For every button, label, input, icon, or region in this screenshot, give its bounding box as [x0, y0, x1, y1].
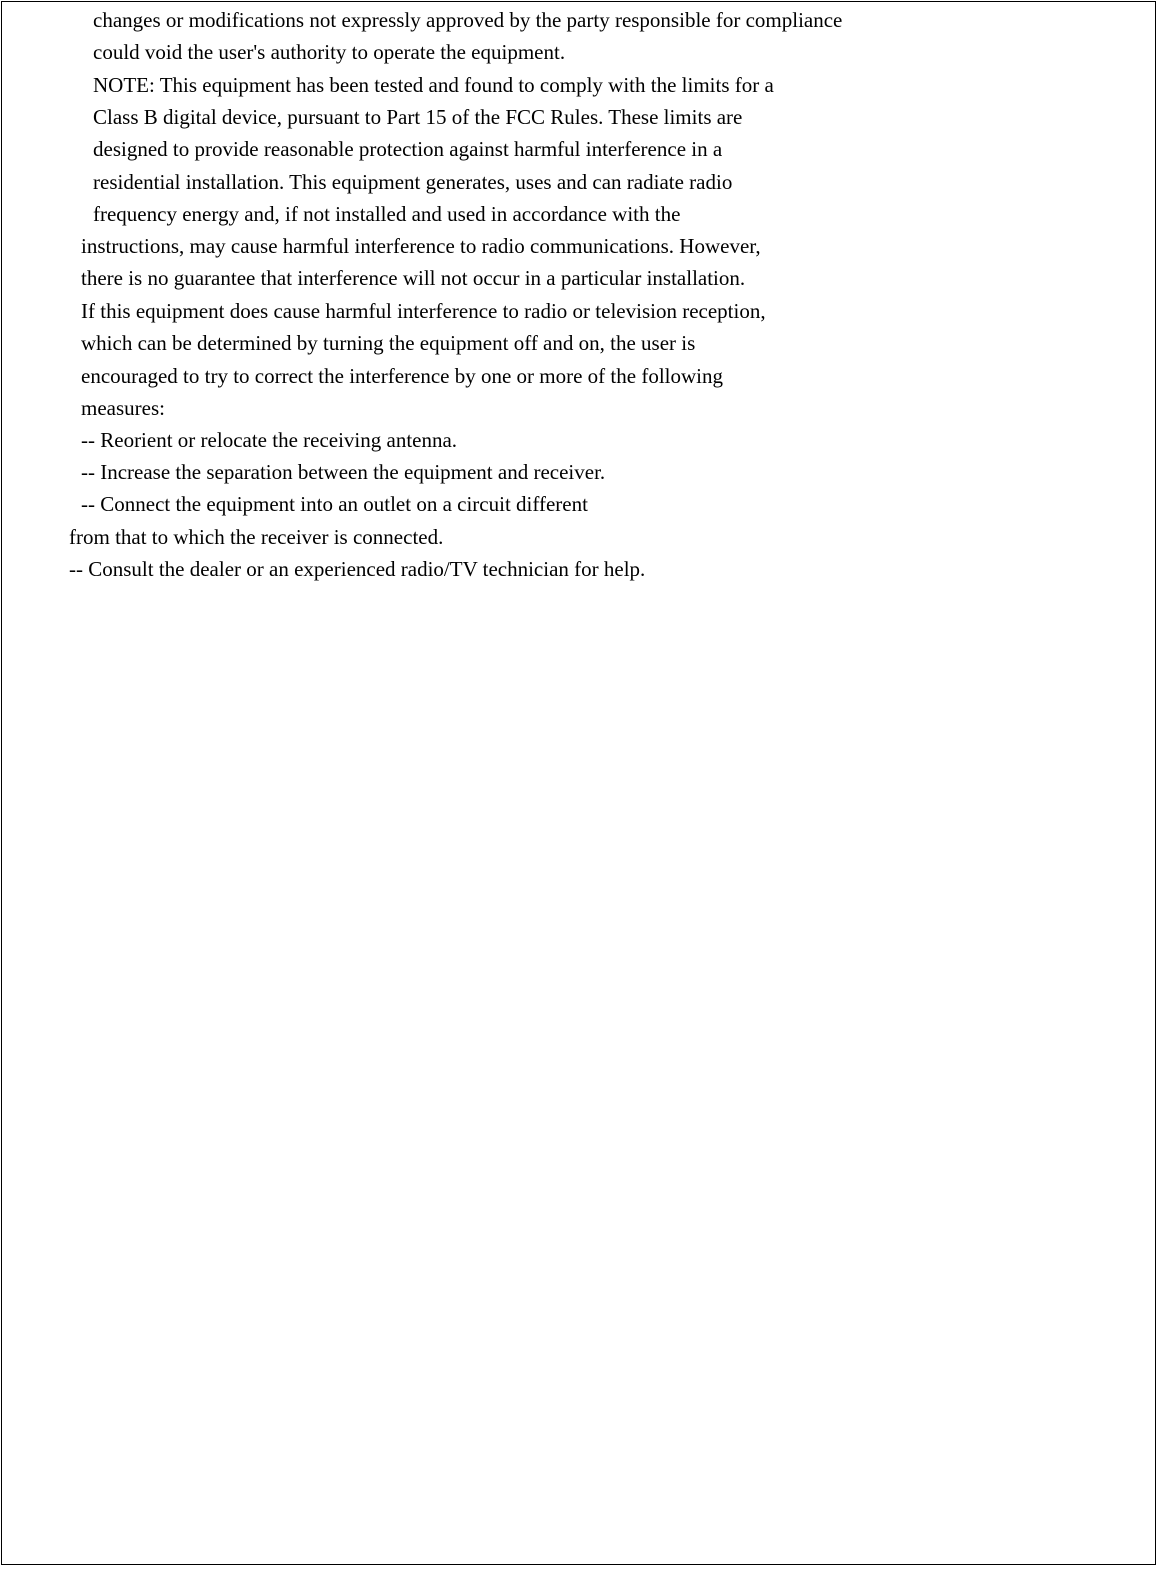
- list-item: -- Consult the dealer or an experienced radio/TV technician for help.: [69, 557, 646, 581]
- list-item: -- Connect the equipment into an outlet on a circuit different: [81, 492, 588, 516]
- text-line: Class B digital device, pursuant to Part 15 of the FCC Rules. These limits are: [93, 105, 743, 129]
- list-item: -- Increase the separation between the equipment and receiver.: [81, 460, 606, 484]
- text-line: encouraged to try to correct the interference by one or more of the following: [81, 364, 723, 388]
- text-line: measures:: [81, 396, 165, 420]
- document-page: [1, 1, 1156, 1565]
- text-line: instructions, may cause harmful interference to radio communications. However,: [81, 234, 761, 258]
- text-line: NOTE: This equipment has been tested and found to comply with the limits for a: [93, 73, 774, 97]
- text-line: changes or modifications not expressly approved by the party responsible for compliance: [93, 8, 843, 32]
- text-line: designed to provide reasonable protection against harmful interference in a: [93, 137, 723, 161]
- list-item: -- Reorient or relocate the receiving antenna.: [81, 428, 458, 452]
- text-line: could void the user's authority to operate the equipment.: [93, 40, 566, 64]
- text-line: there is no guarantee that interference will not occur in a particular installation.: [81, 266, 746, 290]
- text-line: residential installation. This equipment generates, uses and can radiate radio: [93, 170, 733, 194]
- text-line: from that to which the receiver is connected.: [69, 525, 444, 549]
- text-line: frequency energy and, if not installed and used in accordance with the: [93, 202, 681, 226]
- text-line: If this equipment does cause harmful interference to radio or television reception,: [81, 299, 766, 323]
- text-line: which can be determined by turning the equipment off and on, the user is: [81, 331, 696, 355]
